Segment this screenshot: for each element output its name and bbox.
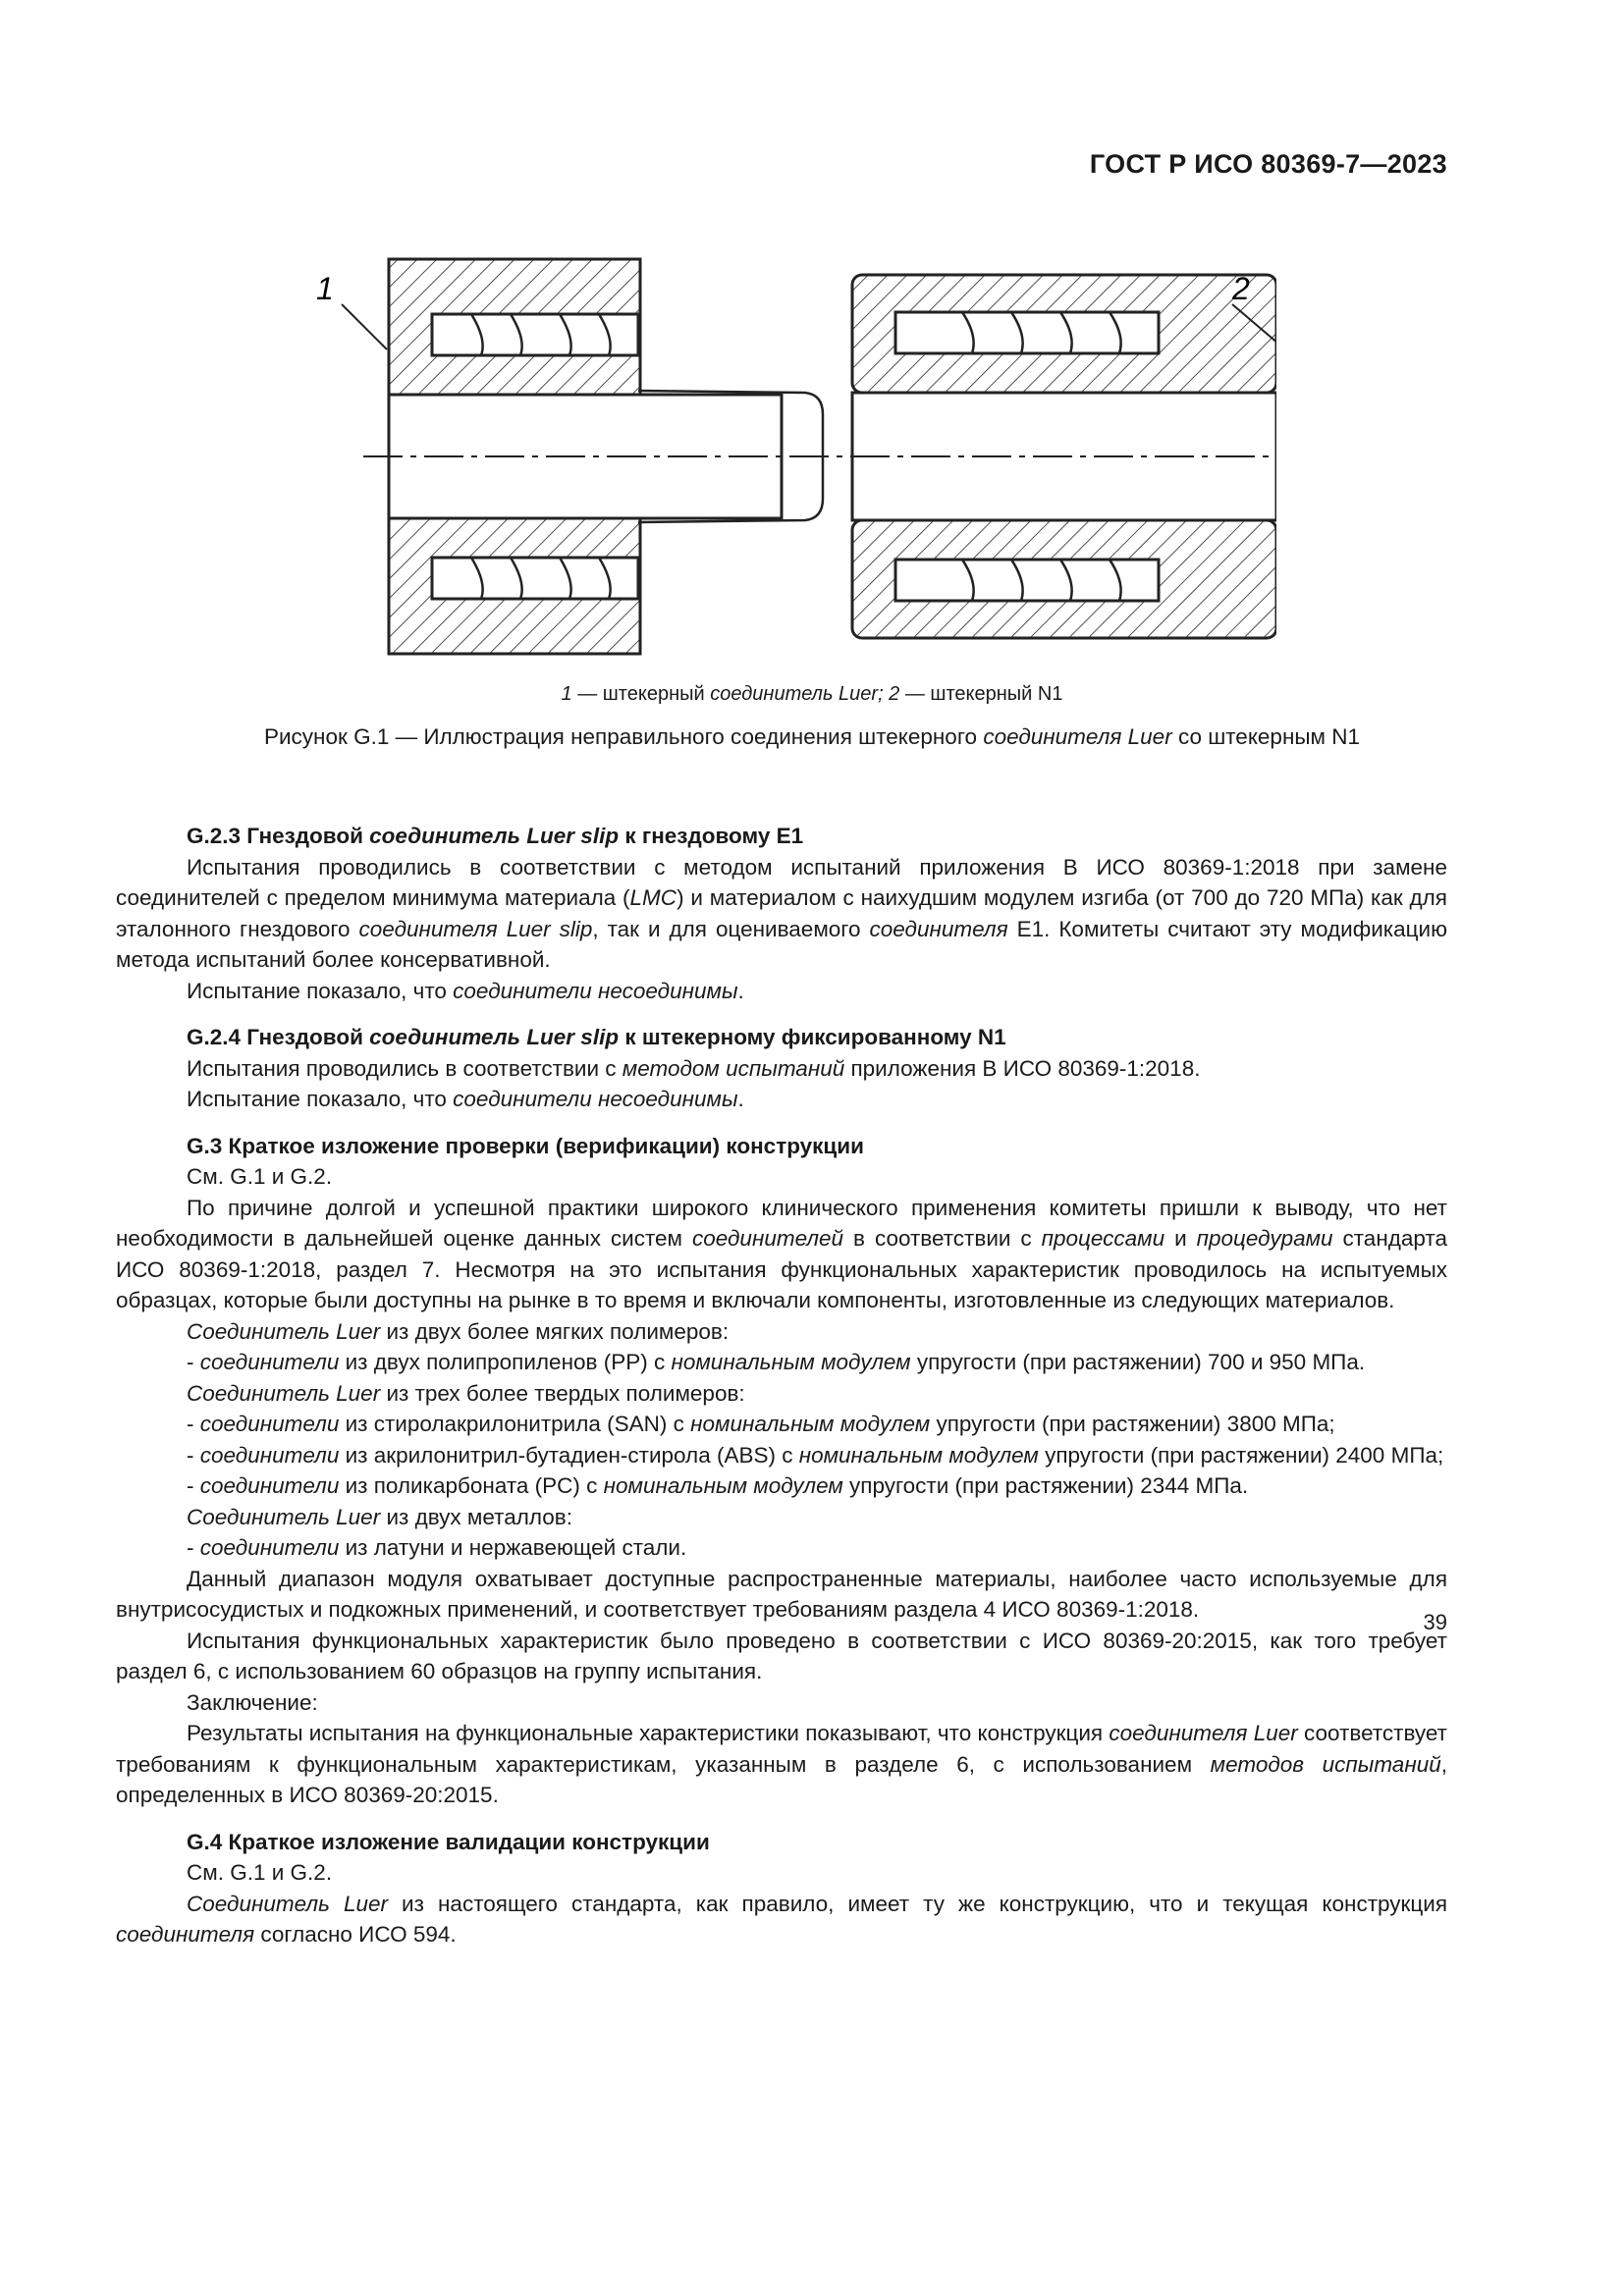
document-body [116,805,1447,1950]
heading-g3: G.3 Краткое изложение проверки (верификации) конструкции [187,1133,864,1158]
paragraph: Данный диапазон модуля охватывает доступные распространенные материалы, наиболее часто используемые для внутрисосудистых и подкожных применений, и соответствует требованиям раздела 4 ИСО 80369-1:2018. [116,1566,1447,1622]
list-item: - соединители из поликарбоната (PC) с номинальным модулем упругости (при растяжении) 2344 МПа. [187,1473,1249,1498]
paragraph: Испытание показало, что соединители несоединимы. [187,1087,744,1111]
paragraph: Испытание показало, что соединители несоединимы. [187,978,744,1003]
paragraph: Испытания функциональных характеристик было проведено в соответствии с ИСО 80369-20:2015, как того требует раздел 6, с использованием 60 образцов на группу испытания. [116,1628,1447,1683]
heading-g24: G.2.4 Гнездовой соединитель Luer slip к штекерному фиксированному N1 [187,1025,1006,1049]
paragraph: Испытания проводились в соответствии с методом испытаний приложения В ИСО 80369-1:2018 при замене соединителей с пределом минимума материала (LMC) и материалом с наихудшим модулем изгиба (от 700 до 720 МПа) как для эталонного гнездового соединителя Luer slip, так и для оцениваемого соединителя E1. Комитеты считают эту модификацию метода испытаний более консервативной. [116,854,1447,972]
figure-legend: 1 — штекерный соединитель Luer; 2 — штекерный N1 [561,683,1063,705]
paragraph: См. G.1 и G.2. [187,1860,333,1885]
paragraph: Соединитель Luer из трех более твердых полимеров: [187,1380,745,1406]
figure-label-2: 2 [1232,271,1250,306]
list-item: - соединители из стиролакрилонитрила (SAN) с номинальным модулем упругости (при растяжении) 3800 МПа; [187,1412,1335,1436]
heading-g4: G.4 Краткое изложение валидации конструкции [187,1829,710,1854]
list-item: - соединители из акрилонитрил-бутадиен-стирола (ABS) с номинальным модулем упругости (при растяжении) 2400 МПа; [187,1442,1444,1468]
paragraph: Результаты испытания на функциональные характеристики показывают, что конструкция соединителя Luer соответствует требованиям к функциональным характеристикам, указанным в разделе 6, с использованием методов испытаний, определенных в ИСО 80369-20:2015. [116,1721,1447,1807]
figure-g1-drawing [295,245,1276,658]
paragraph: См. G.1 и G.2. [187,1164,333,1189]
list-item: - соединители из латуни и нержавеющей стали. [187,1535,687,1560]
page-number: 39 [1423,1610,1447,1634]
heading-g23: G.2.3 Гнездовой соединитель Luer slip к гнездовому E1 [187,824,804,848]
paragraph: Заключение: [187,1689,318,1715]
paragraph: Испытания проводились в соответствии с методом испытаний приложения В ИСО 80369-1:2018. [187,1055,1201,1081]
figure-label-1: 1 [316,271,334,306]
list-item: - соединители из двух полипропиленов (PP) с номинальным модулем упругости (при растяжении) 700 и 950 МПа. [187,1350,1366,1374]
paragraph: По причине долгой и успешной практики широкого клинического применения комитеты пришли к выводу, что нет необходимости в дальнейшей оценке данных систем соединителей в соответствии с процессами и процедурами стандарта ИСО 80369-1:2018, раздел 7. Несмотря на это испытания функциональных характеристик проводилось на испытуемых образцах, которые были доступны на рынке в то время и включали компоненты, изготовленные из следующих материалов. [116,1195,1447,1312]
document-header: ГОСТ Р ИСО 80369-7—2023 [1089,149,1447,179]
figure-caption: Рисунок G.1 — Иллюстрация неправильного соединения штекерного соединителя Luer со штекерным N1 [263,724,1361,749]
paragraph: Соединитель Luer из двух металлов: [187,1504,572,1529]
paragraph: Соединитель Luer из двух более мягких полимеров: [187,1318,730,1344]
paragraph: Соединитель Luer из настоящего стандарта, как правило, имеет ту же конструкцию, что и текущая конструкция соединителя согласно ИСО 594. [116,1891,1447,1947]
